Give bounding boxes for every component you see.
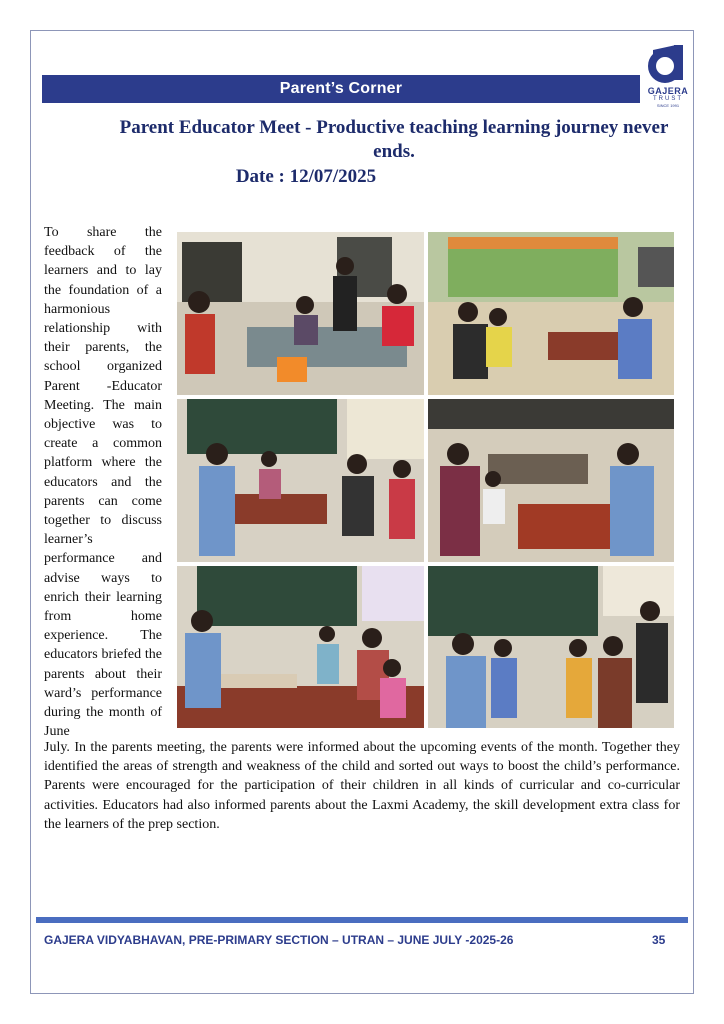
meeting-photo-6	[428, 566, 674, 728]
section-header-bar	[42, 75, 640, 103]
article-body-bottom: July. In the parents meeting, the parents were informed about the upcoming events of the month. Together they identified the areas of strength and weakness of the child and sorted out ways to boost the child’s performance. Parents were encouraged for the participation of their children in all kinds of curricular and co-curricular activities. Educators had also informed parents about the Laxmi Academy, the skill development extra class for the learners of the prep section.	[44, 740, 680, 832]
section-title: Parent’s Corner	[279, 80, 403, 97]
meeting-photo-4	[428, 399, 674, 562]
meeting-photo-1	[177, 232, 424, 395]
article-title: Parent Educator Meet - Productive teaching learning journey never ends.	[119, 117, 669, 162]
photo-collage	[177, 232, 674, 728]
article-body-side: To share the feedback of the learners and to lay the foundation of a harmonious relationship with their parents, the school organized Parent -Educator Meeting. The main objective was to create a common platform where the educators and the parents can come together to discuss learner’s performance and advise ways to enrich their learning from home experience. The educators briefed the parents about their ward’s performance during the month of June	[44, 225, 162, 740]
page-number: 35	[652, 933, 666, 947]
meeting-photo-2	[428, 232, 674, 395]
meeting-photo-3	[177, 399, 424, 562]
article-date: Date : 12/07/2025	[235, 166, 377, 187]
logo-since: SINCE 1991	[656, 103, 680, 108]
logo-name: GAJERA	[647, 86, 689, 96]
meeting-photo-5	[177, 566, 424, 728]
gajera-logo-icon	[648, 42, 688, 86]
gajera-trust-logo	[643, 42, 693, 114]
logo-subtitle: TRUST	[653, 96, 683, 102]
footer-school-name: GAJERA VIDYABHAVAN, PRE-PRIMARY SECTION – UTRAN – JUNE JULY -2025-26	[44, 933, 514, 947]
footer-divider	[36, 917, 688, 923]
